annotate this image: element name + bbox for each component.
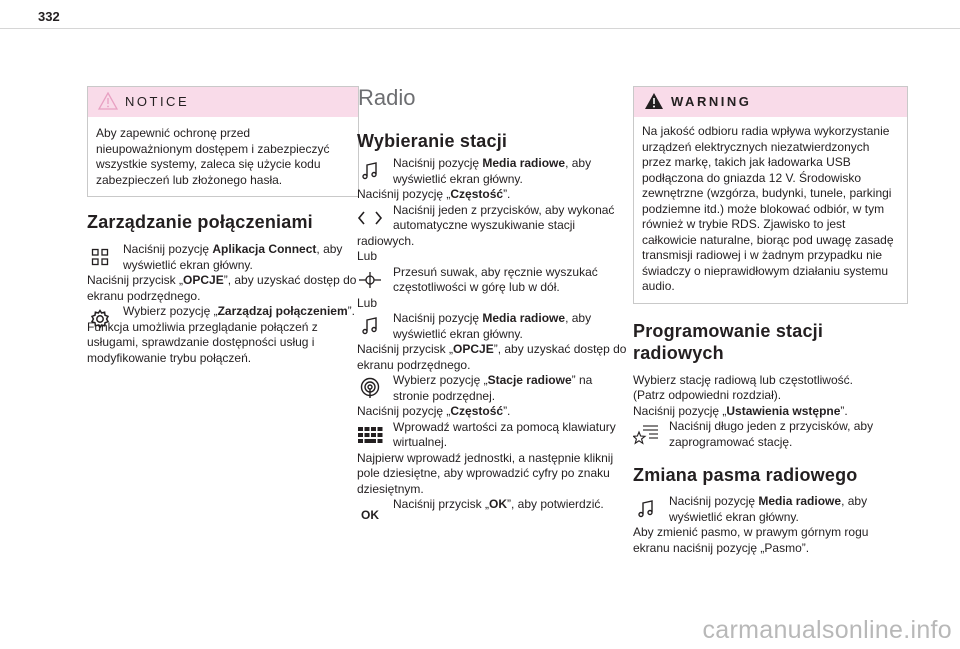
warning-triangle-outline-icon — [98, 92, 118, 115]
warning-title: WARNING — [671, 94, 752, 109]
step-text: Wybierz pozycję „Stacje radiowe” na stronie podrzędnej. — [393, 373, 593, 403]
paragraph: Naciśnij przycisk „OPCJE”, aby uzyskać dostęp do ekranu podrzędnego. — [357, 342, 627, 372]
step-manage-connection — [87, 304, 359, 320]
heading-preset-stations: Programowanie stacji radiowych — [633, 320, 824, 363]
step-long-press-preset — [633, 419, 908, 450]
step-text: Naciśnij pozycję Aplikacja Connect, aby wyświetlić ekran główny. — [123, 242, 343, 272]
warning-header — [634, 87, 907, 117]
step-confirm-ok — [357, 497, 630, 523]
step-slider — [357, 265, 630, 296]
gear-settings-icon — [87, 306, 113, 332]
step-text: Naciśnij pozycję Media radiowe, aby wyświetlić ekran główny. — [669, 494, 868, 524]
paragraph: Naciśnij pozycję „Częstość”. — [357, 187, 511, 201]
paragraph: Naciśnij pozycję „Częstość”. — [357, 404, 511, 418]
paragraph: radiowych. — [357, 233, 415, 248]
watermark: carmanualsonline.info — [702, 616, 952, 644]
step-text: Naciśnij pozycję Media radiowe, aby wyświetlić ekran główny. — [393, 311, 592, 341]
music-note-icon — [357, 313, 383, 339]
page-number: 332 — [38, 9, 60, 24]
notice-line: wszystkie systemy, zaleca się użycie kodu — [96, 157, 321, 171]
notice-body — [88, 117, 358, 196]
keyboard-icon — [357, 422, 383, 448]
paragraph: (Patrz odpowiedni rozdział). — [633, 388, 782, 402]
notice-box — [87, 86, 359, 197]
step-virtual-keyboard — [357, 420, 630, 451]
step-media-radio-band — [633, 494, 908, 525]
or-label: Lub — [357, 249, 378, 263]
ok-button-icon — [357, 503, 383, 529]
step-text: Naciśnij przycisk „OK”, aby potwierdzić. — [393, 497, 604, 511]
notice-header — [88, 87, 358, 117]
column-left — [87, 86, 359, 366]
radio-broadcast-icon — [357, 375, 383, 401]
column-middle — [357, 85, 630, 523]
preset-star-icon — [633, 421, 659, 447]
column-right — [633, 86, 908, 556]
step-radio-stations — [357, 373, 630, 404]
notice-line: nieupoważnionym dostępem i zabezpieczyć — [96, 141, 330, 156]
music-note-icon — [357, 158, 383, 184]
apps-grid-icon — [87, 244, 113, 270]
or-label: Lub — [357, 295, 378, 310]
ok-label: OK — [361, 508, 379, 523]
step-auto-search — [357, 203, 630, 234]
step-text: Naciśnij jeden z przycisków, aby wykonać automatyczne wyszukiwanie stacji — [393, 202, 615, 232]
paragraph: Naciśnij przycisk „OPCJE”, aby uzyskać dostęp do ekranu podrzędnego. — [87, 273, 357, 303]
step-text: Wybierz pozycję „Zarządzaj połączeniem”. — [123, 304, 355, 318]
step-connect-app — [87, 242, 359, 273]
paragraph: Najpierw wprowadź jednostki, a następnie kliknij pole dziesiętne, aby wprowadzić cyfry po znaku dziesiętnym. — [357, 450, 614, 496]
warning-text: Na jakość odbioru radia wpływa wykorzystanie urządzeń elektrycznych niezatwierdzonych przez markę, takich jak ładowarka USB podłączona do gniazda 12 V. Środowisko zewnętrzne (wzgórza, budynki, tunele, parkingi podziemne itd.) może blokować odbiór, w tym również w trybie RDS. Zjawisko to jest całkowicie naturalne, biorąc pod uwagę zasadę transmisji radiowej i w żadnym przypadku nie świadczy o nieprawidłowym działaniu systemu audio. — [642, 124, 894, 293]
slider-tune-icon — [357, 267, 383, 293]
paragraph: Wybierz stację radiową lub częstotliwość. — [633, 372, 853, 387]
heading-band-change: Zmiana pasma radiowego — [633, 465, 858, 485]
warning-box — [633, 86, 908, 304]
warning-body — [634, 117, 907, 303]
paragraph: Naciśnij pozycję „Ustawienia wstępne”. — [633, 403, 848, 418]
notice-line: zabezpieczeń lub złożonego hasła. — [96, 172, 283, 187]
step-text: Wprowadź wartości za pomocą klawiatury wirtualnej. — [393, 419, 616, 449]
notice-title: NOTICE — [125, 94, 190, 109]
warning-triangle-filled-icon — [644, 92, 664, 115]
header-divider — [0, 28, 960, 29]
heading-station-select: Wybieranie stacji — [357, 131, 508, 151]
step-media-radio — [357, 156, 630, 187]
step-text: Naciśnij pozycję Media radiowe, aby wyświetlić ekran główny. — [393, 156, 592, 186]
step-text: Naciśnij długo jeden z przycisków, aby zaprogramować stację. — [669, 419, 874, 449]
heading-connections: Zarządzanie połączeniami — [87, 212, 313, 232]
notice-line: Aby zapewnić ochronę przed — [96, 126, 251, 140]
music-note-icon — [633, 496, 659, 522]
chevrons-left-right-icon — [357, 205, 383, 231]
step-media-radio-2 — [357, 311, 630, 342]
step-text: Przesuń suwak, aby ręcznie wyszukać częstotliwości w górę lub w dół. — [393, 264, 598, 294]
paragraph: Funkcja umożliwia przeglądanie połączeń z usługami, sprawdzanie dostępności usług i modyfikowanie trybu połączeń. — [87, 319, 318, 365]
paragraph: Aby zmienić pasmo, w prawym górnym rogu ekranu naciśnij pozycję „Pasmo”. — [633, 525, 869, 555]
section-title-radio: Radio — [358, 85, 416, 110]
